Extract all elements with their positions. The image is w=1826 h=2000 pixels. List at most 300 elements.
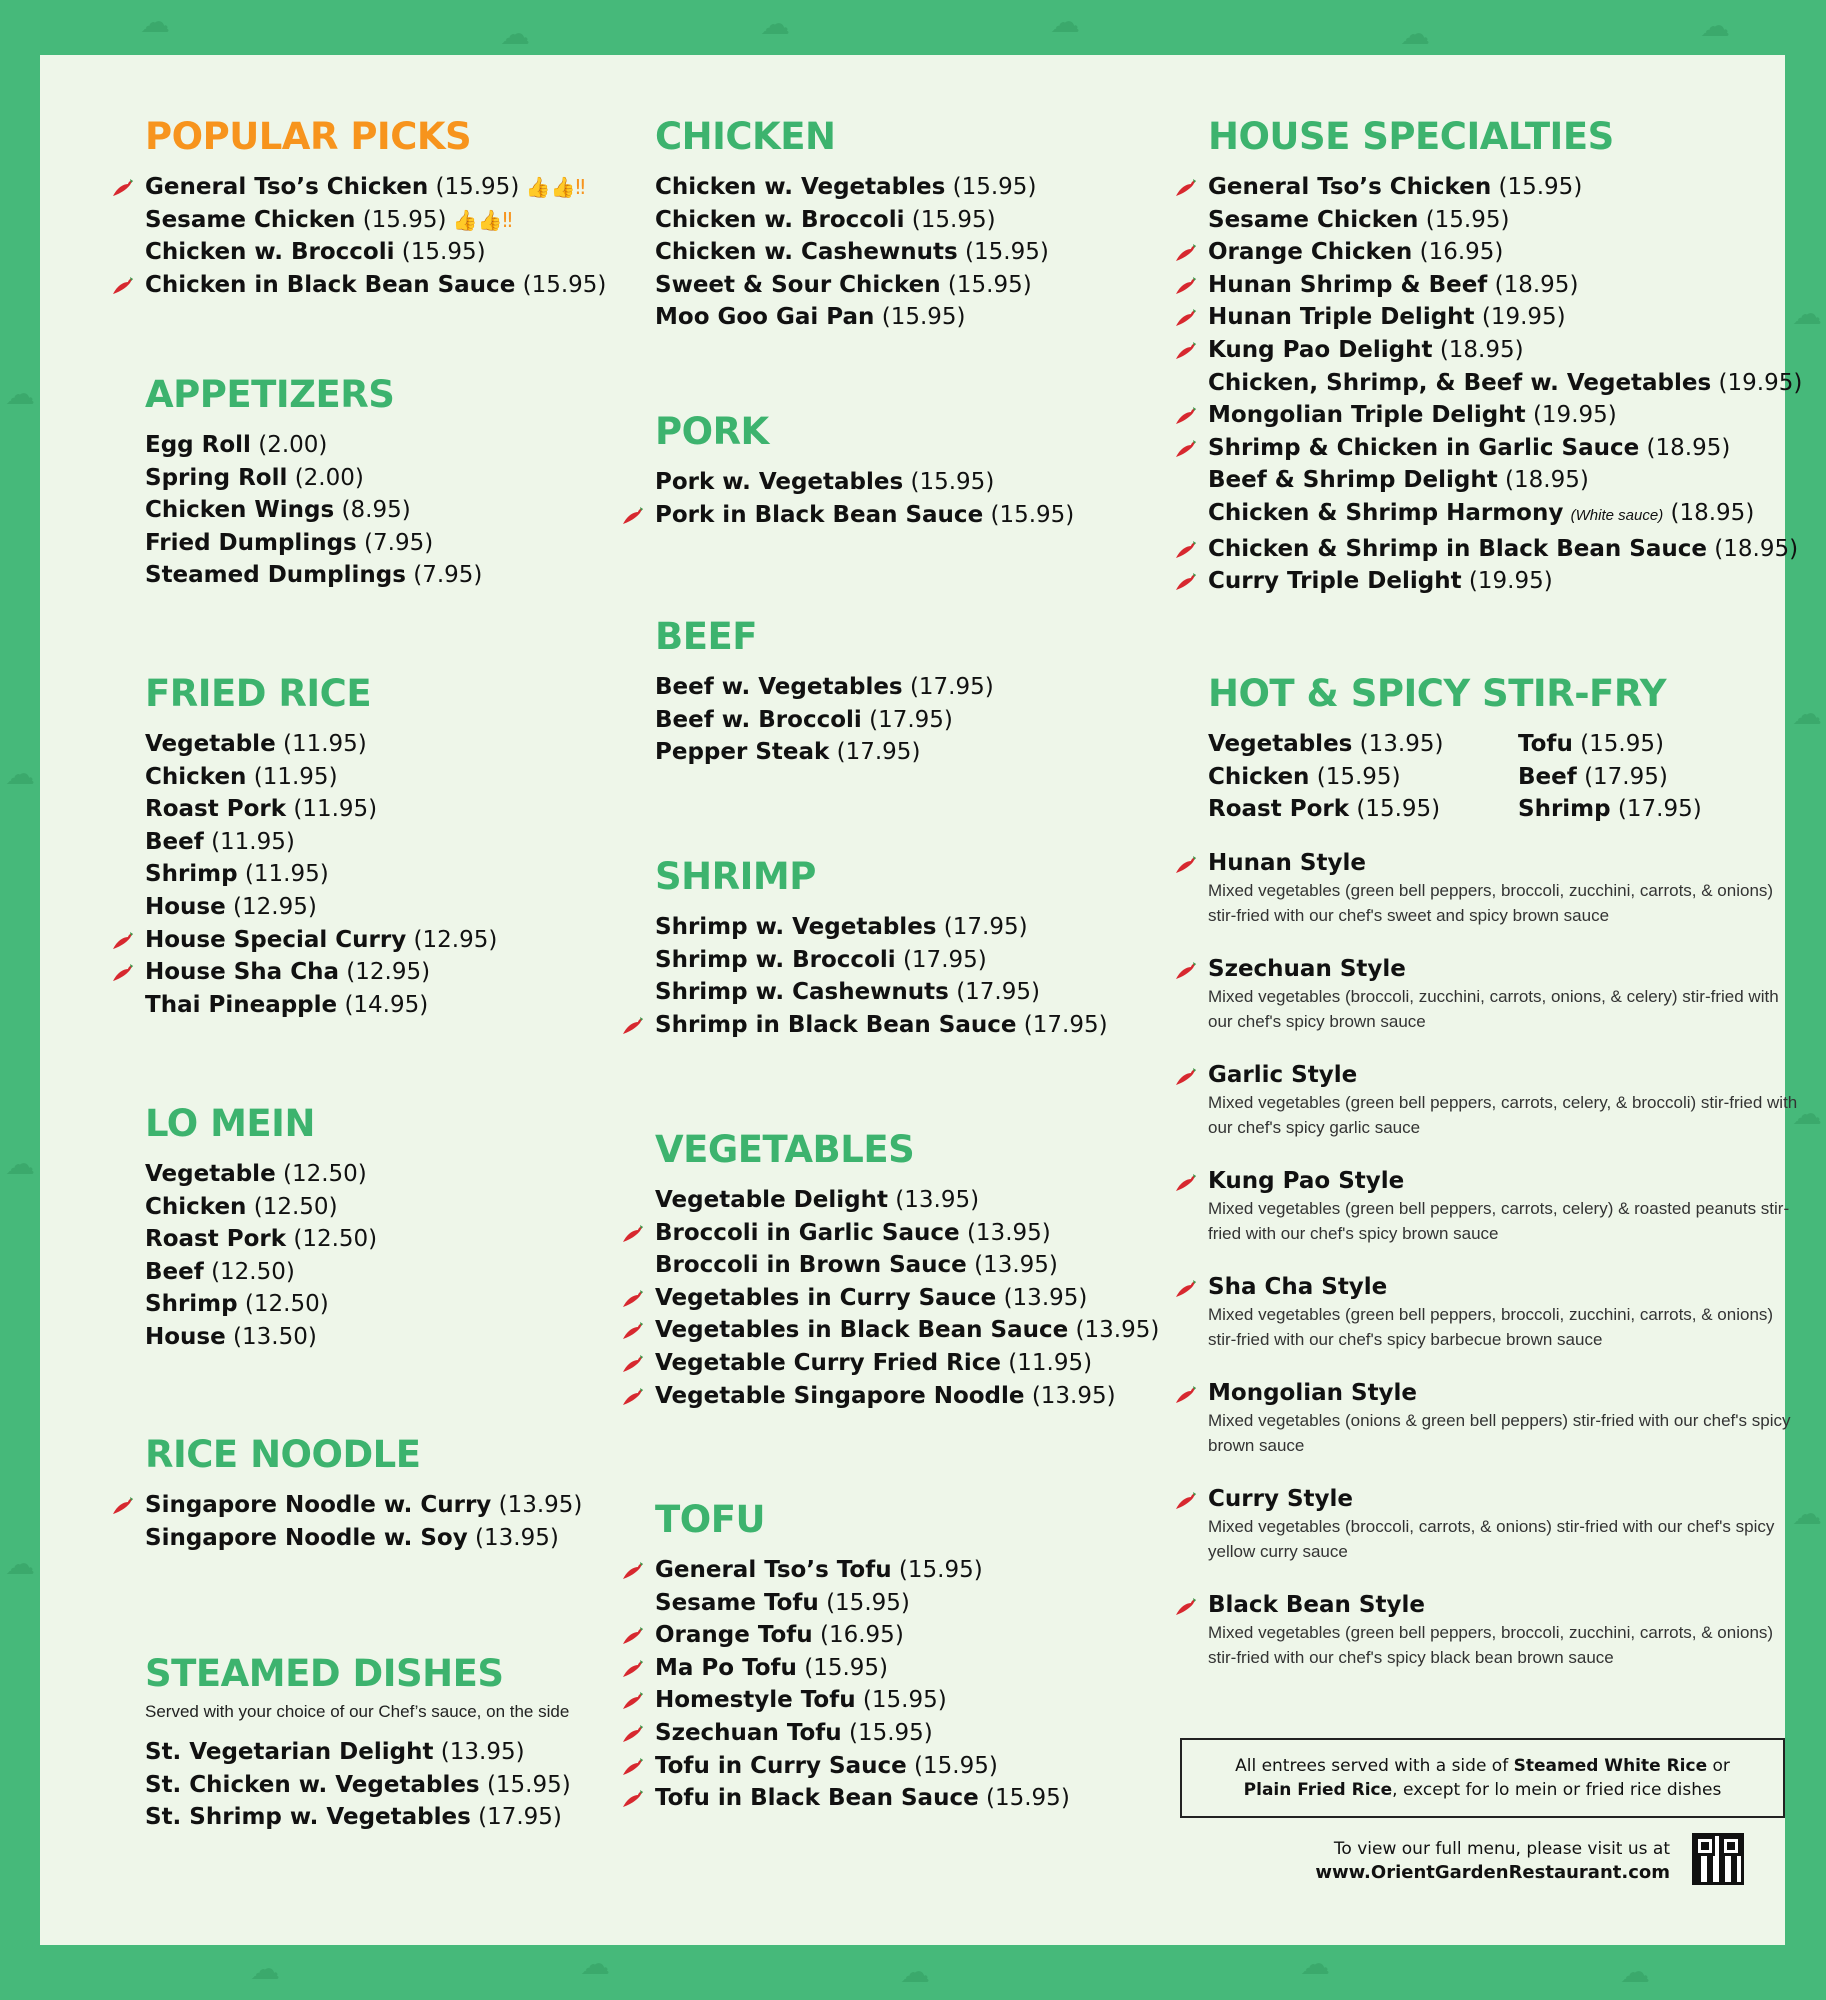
item-price: (17.95) (1584, 763, 1668, 790)
menu-item (1168, 1590, 1788, 1620)
item-name: Chicken w. Broccoli (145, 239, 395, 266)
item-price: (13.95) (1031, 1382, 1116, 1409)
item-price: (16.95) (1419, 239, 1504, 266)
chili-pepper-icon (621, 1016, 645, 1036)
protein-list-right (1478, 728, 1788, 826)
item-price: (15.95) (862, 1687, 947, 1714)
section-title: LO MEIN (145, 1102, 315, 1145)
footer (1315, 1837, 1670, 1885)
item-name: Sesame Chicken (1208, 206, 1419, 233)
stir-fry-style (1168, 1272, 1788, 1352)
item-name: Hunan Shrimp & Beef (1208, 271, 1488, 298)
chili-pepper-icon (1174, 178, 1198, 198)
style-description: Mixed vegetables (broccoli, zucchini, carrots, onions, & celery) stir-fried with our chef's spicy brown sauce (1208, 986, 1779, 1031)
item-name: Kung Pao Style (1208, 1167, 1405, 1194)
item-price: (13.95) (895, 1187, 980, 1213)
item-price: (13.95) (1359, 731, 1444, 757)
item-name: Chicken, Shrimp, & Beef w. Vegetables (1208, 369, 1712, 396)
menu-item (105, 462, 625, 495)
item-price: (15.95) (1580, 731, 1664, 757)
menu-item (615, 1380, 1175, 1413)
item-price: (2.00) (258, 432, 328, 458)
item-price: (15.95) (1316, 763, 1401, 790)
item-name: Tofu in Curry Sauce (655, 1752, 907, 1779)
section-fried-rice (105, 672, 625, 1021)
item-price: (12.50) (282, 1161, 367, 1187)
menu-item (105, 1736, 625, 1769)
item-name: Beef (1518, 763, 1577, 790)
item-price: (19.95) (1468, 568, 1553, 595)
section-hot-spicy-stir-fry (1168, 672, 1798, 1696)
chili-pepper-icon (1174, 1067, 1198, 1087)
item-list (105, 728, 625, 1021)
item-name: Vegetable Delight (655, 1187, 888, 1213)
item-name: Hunan Style (1208, 849, 1366, 876)
menu-item (615, 944, 1175, 977)
menu-item (1168, 399, 1788, 432)
item-name: Singapore Noodle w. Soy (145, 1524, 468, 1551)
menu-item (1168, 236, 1788, 269)
section-title: HOUSE SPECIALTIES (1208, 115, 1614, 158)
menu-item (615, 499, 1175, 532)
item-price: (16.95) (820, 1622, 904, 1649)
chili-pepper-icon (111, 931, 135, 951)
note-text: , except for lo mein or fried rice dishes (1392, 1780, 1722, 1800)
item-price: (17.95) (1617, 796, 1702, 823)
item-price: (18.95) (1439, 336, 1524, 363)
chili-pepper-icon (1174, 855, 1198, 875)
item-name: Shrimp (145, 861, 238, 888)
item-price: (15.95) (881, 304, 966, 331)
item-price: (12.50) (293, 1226, 378, 1253)
item-price: (2.00) (294, 464, 364, 491)
menu-item (615, 736, 1175, 769)
stir-fry-style (1168, 1484, 1788, 1564)
item-list (105, 171, 625, 301)
section-lo-mein (105, 1102, 625, 1354)
item-name: Shrimp & Chicken in Garlic Sauce (1208, 434, 1640, 461)
menu-item (615, 466, 1175, 499)
section-popular-picks (105, 115, 625, 301)
item-name: Sweet & Sour Chicken (655, 271, 941, 298)
item-price: (15.95) (910, 469, 995, 495)
chili-pepper-icon (621, 1561, 645, 1581)
item-price: (13.50) (233, 1323, 317, 1350)
style-description: Mixed vegetables (green bell peppers, broccoli, zucchini, carrots, & onions) stir-fried with our chef's spicy barbecue brown sauce (1208, 1304, 1774, 1349)
item-price: (15.95) (848, 1719, 933, 1746)
item-price: (12.50) (211, 1258, 295, 1285)
section-title: TOFU (655, 1498, 766, 1541)
item-name: Chicken w. Vegetables (655, 174, 946, 200)
section-title: APPETIZERS (145, 373, 395, 416)
menu-item (1168, 464, 1788, 497)
item-list (105, 429, 625, 592)
item-name: Vegetable (145, 1161, 276, 1187)
section-chicken (615, 115, 1175, 334)
menu-item (105, 989, 625, 1022)
section-title: FRIED RICE (145, 672, 372, 715)
item-name: Curry Triple Delight (1208, 568, 1462, 595)
section-shrimp (615, 855, 1175, 1041)
menu-item (105, 1288, 625, 1321)
stir-fry-style (1168, 1060, 1798, 1140)
stir-fry-style (1168, 848, 1788, 928)
menu-item (105, 494, 625, 527)
item-price: (11.95) (211, 828, 295, 855)
menu-item (1168, 761, 1478, 794)
item-price: (15.95) (401, 239, 486, 266)
menu-item (1168, 171, 1788, 204)
item-price: (8.95) (341, 497, 411, 524)
item-price: (14.95) (344, 991, 429, 1018)
menu-item (105, 1191, 625, 1224)
item-name: Pork w. Vegetables (655, 469, 904, 495)
chili-pepper-icon (1174, 1385, 1198, 1405)
item-name: Steamed Dumplings (145, 562, 406, 589)
item-name: Chicken & Shrimp in Black Bean Sauce (1208, 535, 1707, 562)
item-list (1168, 171, 1803, 598)
section-title: STEAMED DISHES (145, 1652, 504, 1695)
menu-item (105, 924, 625, 957)
item-list (615, 911, 1175, 1041)
item-name: Pepper Steak (655, 739, 830, 766)
section-title: CHICKEN (655, 115, 836, 158)
menu-item (615, 1619, 1175, 1652)
item-price: (15.95) (947, 271, 1032, 298)
chili-pepper-icon (1174, 406, 1198, 426)
menu-item (1478, 728, 1788, 761)
style-description: Mixed vegetables (green bell peppers, carrots, celery) & roasted peanuts stir-fried with our chef's spicy brown sauce (1208, 1198, 1790, 1243)
menu-item (615, 911, 1175, 944)
item-price: (13.95) (966, 1219, 1051, 1246)
menu-item (105, 761, 625, 794)
qr-code-icon[interactable] (1692, 1833, 1744, 1885)
item-price: (17.95) (909, 674, 994, 700)
item-list (615, 466, 1175, 531)
menu-item (615, 1282, 1175, 1315)
item-name: Curry Style (1208, 1485, 1353, 1512)
rice-note-box (1180, 1738, 1785, 1818)
stir-fry-style (1168, 1378, 1791, 1458)
menu-item (105, 1489, 625, 1522)
footer-text: To view our full menu, please visit us at (1333, 1839, 1670, 1859)
chili-pepper-icon (621, 1224, 645, 1244)
section-title: SHRIMP (655, 855, 816, 898)
style-list (1168, 848, 1798, 1670)
item-price: (15.95) (965, 239, 1049, 266)
menu-item (105, 1801, 625, 1834)
item-name: General Tso’s Tofu (655, 1557, 892, 1583)
item-price: (15.95) (1498, 174, 1583, 200)
menu-item (105, 269, 625, 302)
note-bold: Steamed White Rice (1513, 1756, 1708, 1776)
menu-item (615, 1184, 1175, 1217)
menu-item (615, 171, 1175, 204)
item-name: Beef (145, 828, 204, 855)
item-name: Szechuan Tofu (655, 1719, 842, 1746)
item-name: Shrimp w. Broccoli (655, 946, 896, 973)
chili-pepper-icon (1174, 572, 1198, 592)
item-name: Vegetable Curry Fried Rice (655, 1349, 1001, 1376)
item-name: Szechuan Style (1208, 955, 1406, 982)
page: ☁ ☁ ☁ ☁ ☁ ☁ ☁ ☁ ☁ ☁ ☁ ☁ ☁ ☁ ☁ ☁ ☁ ☁ ☁ POPULAR PICKS General Tso’s Chicken (15.95) 👍👍‼ Sesame Chicken (15.95) 👍👍‼ Chicken w. Broccoli (15.95) Chicken in Black Bean Sauce (15.95) APPETIZERS Egg Roll (2.00) Spring Roll (2.00) Chicken Wings (8.95) Fried Dumplings (7.95) Steamed Dumplings (7.95) FRIED RICE Vegetable (11.95) Chicken (11.95) Roast Pork (11.95) Beef (11.95) Shrimp (11.95) House (12.95) House Special Curry (12.95) House Sha Cha (12.95) Thai Pineapple (14.95) LO MEIN Vegetable (12.50) Chicken (12.50) Roast Pork (12.50) Beef (12.50) Shrimp (12.50) House (13.50) RICE NOODLE Singapore Noodle w. Curry (13.95) Singapore Noodle w. Soy (13.95) STEAMED DISHES Served with your choice of our Chef’s sauce, on the side St. Vegetarian Delight (13.95) St. Chicken w. Vegetables (15.95) St. Shrimp w. Vegetables (17.95) CHICKEN Chicken w. Vegetables (15.95) Chicken w. Broccoli (15.95) Chicken w. Cashewnuts (15.95) Sweet & Sour Chicken (15.95) Moo Goo Gai Pan (15.95) PORK Pork w. Vegetables (15.95) Pork in Black Bean Sauce (15.95) BEEF Beef w. Vegetables (17.95) Beef w. Broccoli (17.95) Pepper Steak (17.95) SHRIMP Shrimp w. Vegetables (17.95) Shrimp w. Broccoli (17.95) Shrimp w. Cashewnuts (17.95) Shrimp in Black Bean Sauce (17.95) VEGETABLES Vegetable Delight (13.95) Broccoli in Garlic Sauce (13.95) Broccoli in Brown Sauce (13.95) Vegetables in Curry Sauce (13.95) Vegetables in Black Bean Sauce (13.95) Vegetable Curry Fried Rice (11.95) Vegetable Singapore Noodle (13.95) TOFU General Tso’s Tofu (15.95) Sesame Tofu (15.95) Orange Tofu (16.95) Ma Po Tofu (15.95) Homestyle Tofu (15.95) Szechuan Tofu (15.95) Tofu in Curry Sauce (15.95) Tofu in Black Bean Sauce (15.95) HOUSE SPECIALTIES General Tso’s Chicken (15.95) Sesame Chicken (15.95) Orange Chicken (16.95) Hunan Shrimp & Beef (18.95) Hunan Triple Delight (19.95) Kung Pao Delight (18.95) Chicken, Shrimp, & Beef w. Vegetables (19.95) Mongolian Triple Delight (19.95) Shrimp & Chicken in Garlic Sauce (18.95) Beef & Shrimp Delight (18.95) Chicken & Shrimp Harmony (White sauce) (18.95) Chicken & Shrimp in Black Bean Sauce (18.95) Curry Triple Delight (19.95) HOT & SPICY STIR-FRY Vegetables (13.95) Chicken (15.95) Roast Pork (15.95) Tofu (15.95) Beef (17.95) Shrimp (17.95) Hunan Style Mixed vegetables (green bell peppers, broccoli, zucchini, carrots, & onions) stir-fried with our chef's sweet and spicy brown sauce Szechuan Style Mixed vegetables (broccoli, zucchini, carrots, onions, & celery) stir-fried with our chef's spicy brown sauce Garlic Style Mixed vegetables (green bell peppers, carrots, celery, & broccoli) stir-fried with our chef's spicy garlic sauce Kung Pao Style Mixed vegetables (green bell peppers, carrots, celery) & roasted peanuts stir-fried with our chef's spicy brown sauce Sha Cha Style Mixed vegetables (green bell peppers, broccoli, zucchini, carrots, & onions) stir-fried with our chef's spicy barbecue brown sauce Mongolian Style Mixed vegetables (onions & green bell peppers) stir-fried with our chef's spicy brown sauce Curry Style Mixed vegetables (broccoli, carrots, & onions) stir-fried with our chef's spicy yellow curry sauce Black Bean Style Mixed vegetables (green bell peppers, broccoli, zucchini, carrots, & onions) stir-fried with our chef's spicy black bean brown sauce All entrees served with a side of Steamed White Rice or Plain Fried Rice, except for lo mein or fried rice dishes To view our full menu, please visit us at www.OrientGardenRestaurant.com (5, 5, 1822, 1990)
menu-item (615, 976, 1175, 1009)
menu-item (615, 1750, 1175, 1783)
item-name: Ma Po Tofu (655, 1654, 797, 1681)
item-name: Chicken Wings (145, 497, 335, 524)
chili-pepper-icon (621, 1659, 645, 1679)
item-name: House Sha Cha (145, 959, 339, 986)
item-name: Singapore Noodle w. Curry (145, 1492, 492, 1518)
section-rice-noodle (105, 1433, 625, 1554)
chili-pepper-icon (621, 1757, 645, 1777)
menu-item (615, 704, 1175, 737)
menu-item (1168, 793, 1478, 826)
section-title: HOT & SPICY STIR-FRY (1208, 672, 1667, 715)
chili-pepper-icon (621, 1691, 645, 1711)
menu-item (1478, 793, 1788, 826)
chili-pepper-icon (1174, 276, 1198, 296)
item-price: (15.95) (1356, 796, 1441, 823)
item-name: Chicken (145, 1193, 247, 1220)
item-name: Pork in Black Bean Sauce (655, 501, 984, 528)
item-name: Broccoli in Garlic Sauce (655, 1219, 960, 1246)
item-price: (19.95) (1718, 369, 1803, 396)
section-title: BEEF (655, 615, 758, 658)
item-note: (White sauce) (1570, 506, 1664, 524)
item-name: Orange Tofu (655, 1622, 813, 1649)
item-price: (11.95) (253, 763, 338, 790)
section-beef (615, 615, 1175, 769)
item-name: Kung Pao Delight (1208, 336, 1433, 363)
chili-pepper-icon (1174, 1597, 1198, 1617)
menu-item (615, 301, 1175, 334)
item-name: House Special Curry (145, 926, 407, 953)
item-name: Thai Pineapple (145, 991, 338, 1018)
item-price: (18.95) (1505, 467, 1589, 494)
section-steamed-dishes (105, 1652, 625, 1834)
protein-list-left (1168, 728, 1478, 826)
item-name: Tofu (1518, 731, 1573, 757)
item-name: Garlic Style (1208, 1061, 1358, 1088)
website-link[interactable]: www.OrientGardenRestaurant.com (1315, 1862, 1670, 1883)
menu-item (105, 891, 625, 924)
section-title: RICE NOODLE (145, 1433, 421, 1476)
item-name: Shrimp in Black Bean Sauce (655, 1011, 1017, 1038)
item-name: Sesame Chicken (145, 206, 356, 233)
menu-panel (40, 55, 1803, 1945)
menu-item (615, 1782, 1175, 1815)
item-price: (15.95) (911, 206, 996, 233)
item-price: (15.95) (952, 174, 1037, 200)
item-name: Shrimp w. Vegetables (655, 914, 937, 940)
menu-item (105, 858, 625, 891)
menu-item (615, 1314, 1175, 1347)
item-price: (15.95) (826, 1589, 910, 1616)
item-list (105, 1736, 625, 1834)
item-price: (11.95) (293, 796, 378, 823)
item-price: (11.95) (1008, 1349, 1093, 1376)
chili-pepper-icon (1174, 341, 1198, 361)
item-price: (15.95) (1425, 206, 1510, 233)
menu-item (105, 728, 625, 761)
item-price: (17.95) (869, 706, 953, 733)
item-list (615, 171, 1175, 334)
item-price: (13.95) (498, 1492, 583, 1518)
item-name: Vegetables in Black Bean Sauce (655, 1317, 1069, 1344)
item-name: Chicken (145, 763, 247, 790)
item-price: (13.95) (974, 1252, 1058, 1279)
note-bold: Plain Fried Rice (1243, 1780, 1393, 1800)
item-price: (18.95) (1670, 499, 1755, 526)
item-name: Shrimp w. Cashewnuts (655, 979, 949, 1006)
protein-grid (1168, 728, 1788, 826)
item-price: (17.95) (836, 739, 921, 766)
item-list (615, 1554, 1175, 1815)
item-price: (17.95) (943, 914, 1028, 940)
thumbs-up-icon: 👍👍‼ (519, 175, 586, 199)
menu-item (1168, 848, 1788, 878)
item-name: Vegetable Singapore Noodle (655, 1382, 1025, 1409)
item-name: Beef (145, 1258, 204, 1285)
chili-pepper-icon (621, 1354, 645, 1374)
item-price: (7.95) (413, 562, 483, 589)
menu-item (105, 956, 625, 989)
menu-item (105, 527, 625, 560)
menu-item (105, 204, 625, 237)
menu-item (105, 429, 625, 462)
item-price: (15.95) (990, 501, 1075, 528)
item-price: (17.95) (956, 979, 1040, 1006)
menu-item (105, 236, 625, 269)
chili-pepper-icon (1174, 1173, 1198, 1193)
item-price: (13.95) (1075, 1317, 1160, 1344)
item-list (105, 1158, 625, 1354)
chili-pepper-icon (111, 178, 135, 198)
chili-pepper-icon (1174, 1279, 1198, 1299)
item-price: (11.95) (282, 731, 367, 757)
stir-fry-style (1168, 954, 1788, 1034)
menu-item (1168, 497, 1788, 533)
menu-item (615, 1652, 1175, 1685)
item-name: Vegetable (145, 731, 276, 757)
item-name: Chicken w. Cashewnuts (655, 239, 958, 266)
chili-pepper-icon (621, 1321, 645, 1341)
menu-item (1168, 1378, 1788, 1408)
section-appetizers (105, 373, 625, 592)
chili-pepper-icon (1174, 540, 1198, 560)
menu-item (1168, 533, 1799, 566)
item-price: (15.95) (486, 1771, 571, 1798)
item-name: Orange Chicken (1208, 239, 1413, 266)
item-price: (17.95) (902, 946, 987, 973)
item-price: (12.50) (253, 1193, 338, 1220)
item-name: Roast Pork (145, 1226, 287, 1253)
item-name: House (145, 1323, 226, 1350)
menu-item (1168, 204, 1788, 237)
item-name: Tofu in Black Bean Sauce (655, 1785, 979, 1812)
item-price: (13.95) (475, 1524, 559, 1551)
menu-item (1168, 1166, 1788, 1196)
item-name: Egg Roll (145, 432, 251, 458)
chili-pepper-icon (621, 1626, 645, 1646)
item-price: (13.95) (440, 1739, 525, 1765)
item-price: (15.95) (986, 1785, 1070, 1812)
menu-item (105, 171, 625, 204)
item-price: (18.95) (1714, 535, 1799, 562)
item-name: Shrimp (1518, 796, 1611, 823)
menu-item (1168, 334, 1788, 367)
menu-item (1168, 954, 1788, 984)
item-name: Moo Goo Gai Pan (655, 304, 875, 331)
item-price: (15.95) (804, 1654, 889, 1681)
menu-item (615, 1554, 1175, 1587)
item-price: (12.95) (233, 893, 317, 920)
stir-fry-style (1168, 1590, 1788, 1670)
item-price: (19.95) (1481, 304, 1566, 331)
stir-fry-style (1168, 1166, 1788, 1246)
note-text: or (1707, 1756, 1730, 1776)
item-name: Mongolian Style (1208, 1379, 1418, 1406)
section-tofu (615, 1498, 1175, 1815)
item-list (105, 1489, 625, 1554)
item-name: Beef & Shrimp Delight (1208, 467, 1498, 494)
chili-pepper-icon (111, 276, 135, 296)
item-name: Fried Dumplings (145, 529, 357, 556)
menu-item (1168, 367, 1803, 400)
chili-pepper-icon (1174, 243, 1198, 263)
item-name: St. Chicken w. Vegetables (145, 1771, 480, 1798)
item-name: Sha Cha Style (1208, 1273, 1388, 1300)
item-name: General Tso’s Chicken (145, 174, 429, 200)
item-price: (15.95) (362, 206, 447, 233)
section-vegetables (615, 1128, 1175, 1412)
thumbs-up-icon: 👍👍‼ (446, 207, 513, 232)
chili-pepper-icon (621, 1789, 645, 1809)
menu-item (615, 1009, 1175, 1042)
item-name: St. Shrimp w. Vegetables (145, 1804, 471, 1831)
chili-pepper-icon (1174, 308, 1198, 328)
style-description: Mixed vegetables (green bell peppers, broccoli, zucchini, carrots, & onions) stir-fried with our chef's sweet and spicy brown sauce (1208, 880, 1774, 925)
item-price: (12.50) (244, 1291, 329, 1318)
chili-pepper-icon (621, 1289, 645, 1309)
item-name: Chicken w. Broccoli (655, 206, 905, 233)
item-name: Vegetables in Curry Sauce (655, 1284, 997, 1311)
chili-pepper-icon (621, 1724, 645, 1744)
section-title: VEGETABLES (655, 1128, 915, 1171)
menu-item (105, 1321, 625, 1354)
item-price: (17.95) (1023, 1011, 1108, 1038)
item-name: House (145, 893, 226, 920)
item-price: (17.95) (478, 1804, 562, 1831)
menu-item (1168, 269, 1788, 302)
item-name: Broccoli in Brown Sauce (655, 1252, 967, 1279)
chili-pepper-icon (621, 1387, 645, 1407)
menu-item (1168, 301, 1788, 334)
note-text: All entrees served with a side of (1235, 1756, 1514, 1776)
menu-item (1168, 565, 1788, 598)
menu-item (615, 1717, 1175, 1750)
chili-pepper-icon (1174, 1491, 1198, 1511)
item-name: Homestyle Tofu (655, 1687, 856, 1714)
chili-pepper-icon (621, 506, 645, 526)
item-name: Chicken & Shrimp Harmony (1208, 499, 1564, 526)
chili-pepper-icon (1174, 961, 1198, 981)
item-name: General Tso’s Chicken (1208, 174, 1492, 200)
item-name: St. Vegetarian Delight (145, 1739, 434, 1765)
menu-item (615, 671, 1175, 704)
style-description: Mixed vegetables (broccoli, carrots, & onions) stir-fried with our chef's spicy yellow curry sauce (1208, 1516, 1775, 1561)
